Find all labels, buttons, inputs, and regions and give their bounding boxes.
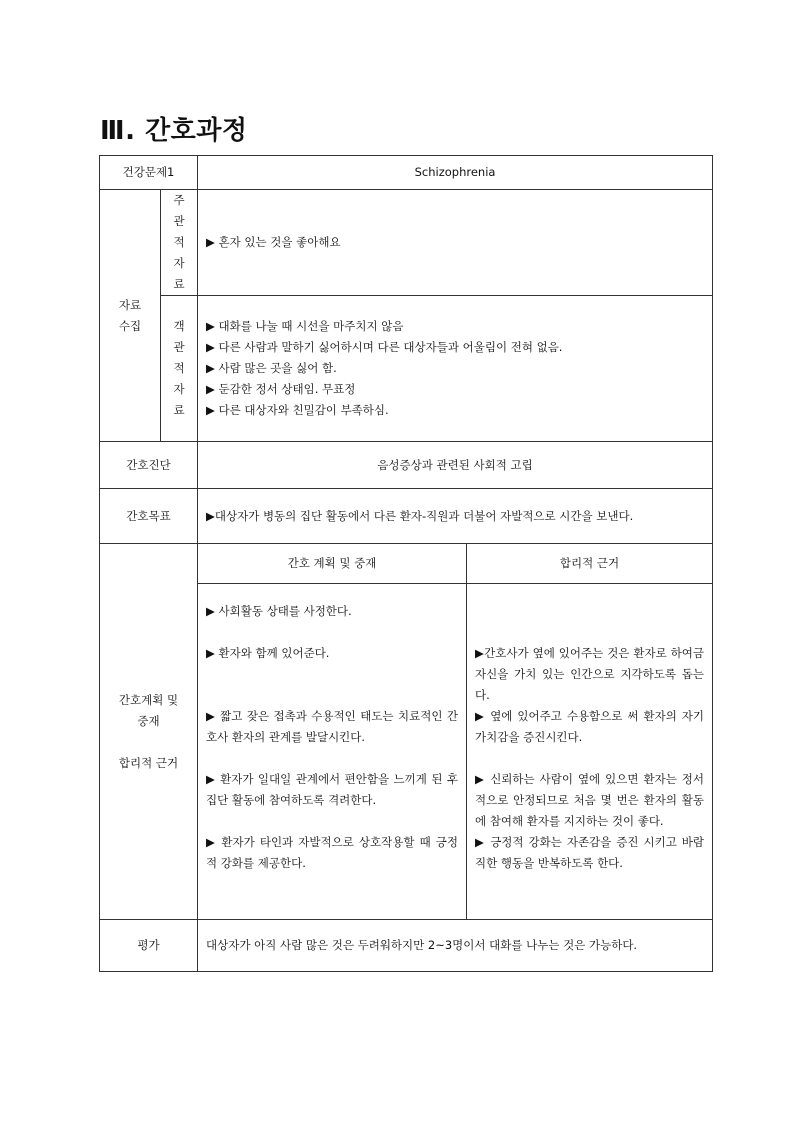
goal-value: ▶대상자가 병동의 집단 활동에서 다른 환자-직원과 더불어 자발적으로 시간을 보낸다. [198, 489, 713, 544]
objective-data-label: 객 관 적 자 료 [161, 296, 198, 442]
list-item: ▶ 사람 많은 곳을 싫어 함. [206, 361, 337, 375]
evaluation-row [100, 920, 713, 972]
intervention-item: ▶ 환자가 일대일 관계에서 편안함을 느끼게 된 후 집단 활동에 참여하도록 격려한다. [206, 772, 459, 807]
intervention-item: ▶ 환자와 함께 있어준다. [206, 646, 330, 660]
rationale-item: ▶ 긍정적 강화는 자존감을 증진 시키고 바람직한 행동을 반복하도록 한다. [475, 835, 705, 870]
rationales-cell [467, 584, 713, 920]
plan-header-row [100, 544, 713, 584]
health-problem-label: 건강문제1 [100, 156, 198, 190]
subjective-data-row [100, 190, 713, 296]
diagnosis-value: 음성증상과 관련된 사회적 고립 [198, 442, 713, 489]
rationale-item: ▶ 옆에 있어주고 수용함으로 써 환자의 자기 가치감을 증진시킨다. [475, 709, 705, 744]
list-item: ▶ 다른 사람과 말하기 싫어하시며 다른 대상자들과 어울림이 전혀 없음. [206, 340, 563, 354]
intervention-item: ▶ 사회활동 상태를 사정한다. [206, 604, 352, 618]
diagnosis-row [100, 442, 713, 489]
subjective-data-label: 주 관 적 자 료 [161, 190, 198, 296]
nursing-process-table [99, 155, 713, 972]
diagnosis-label: 간호진단 [100, 442, 198, 489]
list-item: ▶ 대화를 나눌 때 시선을 마주치지 않음 [206, 319, 404, 333]
goal-label: 간호목표 [100, 489, 198, 544]
health-problem-value: Schizophrenia [198, 156, 713, 190]
intervention-column-header: 간호 계획 및 중재 [198, 544, 467, 584]
list-item: ▶ 혼자 있는 것을 좋아해요 [206, 235, 341, 249]
subjective-data-content [198, 190, 713, 296]
goal-row [100, 489, 713, 544]
list-item: ▶ 둔감한 정서 상태임. 무표정 [206, 382, 356, 396]
rationale-column-header: 합리적 근거 [467, 544, 713, 584]
objective-data-row [100, 296, 713, 442]
evaluation-label: 평가 [100, 920, 198, 972]
page-title: Ⅲ. 간호과정 [100, 116, 248, 146]
intervention-item: ▶ 짧고 잦은 접촉과 수용적인 태도는 치료적인 간호사 환자의 관계를 발달시킨다. [206, 709, 459, 744]
list-item: ▶ 다른 대상자와 친밀감이 부족하심. [206, 403, 389, 417]
plan-label: 간호계획 및 중재 합리적 근거 [100, 544, 198, 920]
intervention-item: ▶ 환자가 타인과 자발적으로 상호작용할 때 긍정적 강화를 제공한다. [206, 835, 459, 870]
evaluation-value: 대상자가 아직 사람 많은 것은 두려워하지만 2~3명이서 대화를 나누는 것은 가능하다. [198, 920, 713, 972]
rationale-item: ▶ 신뢰하는 사람이 옆에 있으면 환자는 정서적으로 안정되므로 처음 몇 번은 환자의 활동에 참여해 환자를 지지하는 것이 좋다. [475, 772, 705, 828]
data-collection-label: 자료 수집 [100, 190, 161, 442]
interventions-cell [198, 584, 467, 920]
health-problem-row [100, 156, 713, 190]
objective-data-content [198, 296, 713, 442]
rationale-item: ▶간호사가 옆에 있어주는 것은 환자로 하여금 자신을 가치 있는 인간으로 지각하도록 돕는다. [475, 646, 705, 702]
